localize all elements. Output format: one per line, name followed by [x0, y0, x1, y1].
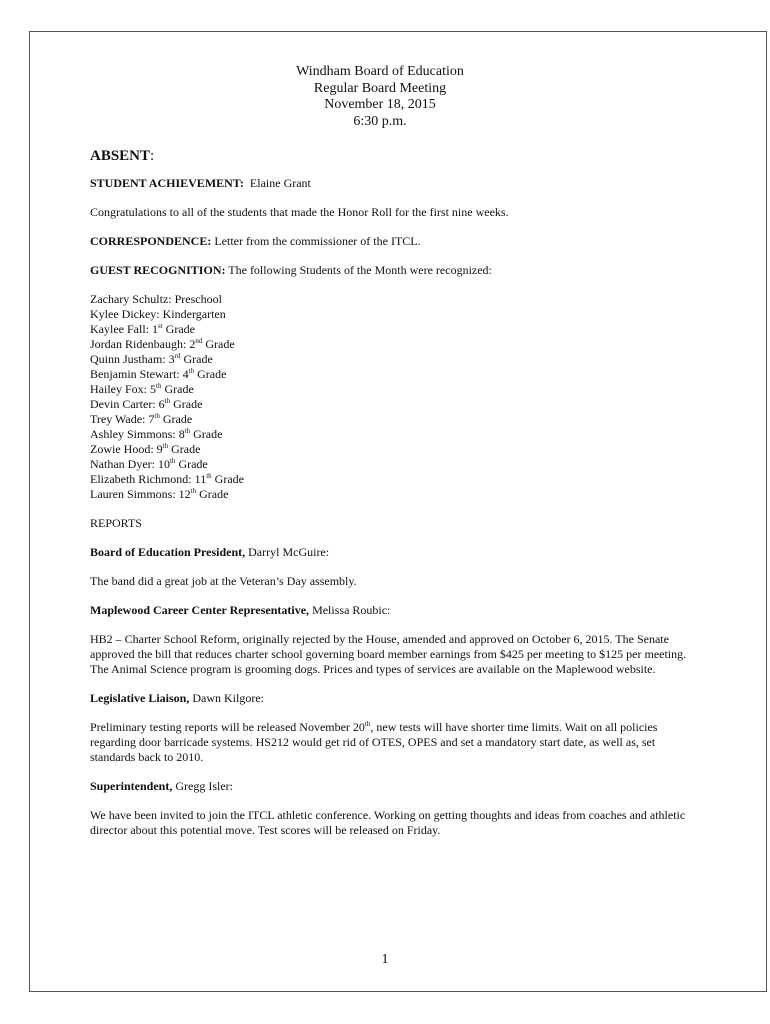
student-row [90, 337, 690, 352]
student-row [90, 352, 690, 367]
student-suffix: Grade [190, 427, 223, 441]
page-number: 1 [381, 952, 389, 967]
correspondence [90, 234, 690, 249]
student-row [90, 292, 690, 307]
student-achievement-label: STUDENT ACHIEVEMENT: [90, 176, 244, 190]
student-name: Nathan Dyer: [90, 457, 158, 471]
student-sup: th [188, 367, 195, 375]
student-row [90, 322, 690, 337]
maplewood-label: Maplewood Career Center Representative, [90, 603, 310, 617]
student-name: Hailey Fox: [90, 382, 150, 396]
legislative-name: Dawn Kilgore: [189, 691, 264, 705]
superintendent-label: Superintendent, [90, 779, 173, 793]
president-text: The band did a great job at the Veteran’s Day assembly. [90, 574, 357, 588]
student-sup: th [164, 397, 171, 405]
legislative-text-before: Preliminary testing reports will be released November 20 [90, 720, 365, 734]
student-num: 8 [178, 427, 185, 441]
student-suffix: Grade [162, 322, 195, 336]
student-name: Zowie Hood: [90, 442, 157, 456]
meeting-time: 6:30 p.m. [353, 113, 407, 129]
student-row [90, 382, 690, 397]
student-row [90, 427, 690, 442]
meeting-title: Regular Board Meeting [313, 80, 447, 96]
student-suffix: Grade [159, 412, 193, 426]
correspondence-text: Letter from the commissioner of the ITCL. [214, 234, 421, 248]
student-sup: nd [195, 337, 203, 345]
guest-recognition-text: The following Students of the Month were recognized: [228, 263, 492, 277]
absent-label: ABSENT [90, 148, 151, 164]
honor-roll-text: Congratulations to all of the students that made the Honor Roll for the first nine weeks. [90, 205, 509, 219]
student-sup: th [154, 412, 160, 420]
legislative-text [90, 720, 690, 765]
student-sup: rd [174, 352, 181, 360]
student-num: 3 [168, 352, 175, 366]
student-achievement-text: Elaine Grant [249, 176, 311, 190]
document-body [90, 64, 690, 838]
student-num: 10 [157, 457, 170, 471]
student-sup: th [206, 472, 212, 480]
student-row [90, 442, 690, 457]
legislative-text-after: , new tests will have shorter time limits. Wait on all policies regarding door barricade systems. HS212 would get rid of OTES, OPES and set a mandatory start date, as well as, set standards back to 2010. [90, 720, 658, 764]
legislative-heading [90, 691, 690, 706]
president-name: Darryl McGuire: [245, 545, 330, 559]
student-name: Devin Carter: [90, 397, 159, 411]
student-name: Kaylee Fall: [90, 322, 152, 336]
absent-heading [90, 147, 690, 165]
student-name: Benjamin Stewart: [90, 367, 183, 381]
student-sup: th [184, 427, 191, 435]
maplewood-name: Melissa Roubic: [309, 603, 391, 617]
student-suffix: Grade [202, 337, 235, 351]
student-sup: th [190, 487, 197, 495]
student-row [90, 487, 690, 502]
student-name: Lauren Simmons: [90, 487, 179, 501]
document-header [70, 64, 690, 130]
president-heading [90, 545, 690, 560]
reports-heading: REPORTS [90, 516, 142, 530]
student-num: 1 [151, 322, 158, 336]
org-title: Windham Board of Education [296, 64, 464, 79]
student-achievement [90, 176, 690, 191]
absent-colon: : [150, 148, 155, 164]
student-name: Quinn Justham: [90, 352, 169, 366]
student-num: 5 [150, 382, 156, 396]
student-row [90, 412, 690, 427]
student-num: 7 [148, 412, 155, 426]
student-sup: th [156, 382, 162, 390]
student-row [90, 397, 690, 412]
student-name: Elizabeth Richmond: [90, 472, 195, 486]
student-suffix: Grade [180, 352, 213, 366]
student-num: 11 [194, 472, 207, 486]
student-suffix: Grade [170, 397, 203, 411]
student-sup: th [169, 457, 176, 465]
superintendent-text: We have been invited to join the ITCL athletic conference. Working on getting thoughts and ideas from coaches and athletic director about this potential move. Test scores will be released on Friday. [90, 808, 686, 837]
student-name: Zachary Schultz: Preschool [90, 292, 222, 306]
correspondence-label: CORRESPONDENCE: [90, 234, 212, 248]
student-num: 9 [156, 442, 163, 456]
guest-recognition-label: GUEST RECOGNITION: [90, 263, 226, 277]
student-sup: st [157, 322, 163, 330]
legislative-label: Legislative Liaison, [90, 691, 190, 705]
student-suffix: Grade [194, 367, 227, 381]
student-row [90, 367, 690, 382]
meeting-date: November 18, 2015 [324, 97, 436, 112]
student-name: Kylee Dickey: Kindergarten [90, 307, 226, 321]
superintendent-name: Gregg Isler: [172, 779, 234, 793]
student-num: 6 [158, 397, 165, 411]
student-row [90, 457, 690, 472]
president-label: Board of Education President, [90, 545, 246, 559]
student-num: 4 [182, 367, 189, 381]
student-row [90, 472, 690, 487]
student-suffix: Grade [168, 442, 201, 456]
superintendent-heading [90, 779, 690, 794]
student-suffix: Grade [175, 457, 208, 471]
legislative-text-sup: th [364, 720, 371, 728]
student-name: Ashley Simmons: [90, 427, 179, 441]
student-name: Trey Wade: [90, 412, 149, 426]
student-suffix: Grade [211, 472, 244, 486]
student-suffix: Grade [161, 382, 194, 396]
student-sup: th [162, 442, 169, 450]
student-num: 2 [189, 337, 196, 351]
maplewood-heading [90, 603, 690, 618]
student-name: Jordan Ridenbaugh: [90, 337, 190, 351]
student-num: 12 [178, 487, 191, 501]
guest-recognition [90, 263, 690, 278]
maplewood-text: HB2 – Charter School Reform, originally rejected by the House, amended and approved on October 6, 2015. The Senate approved the bill that reduces charter school governing board member earnings from $425 per meeting to $125 per meeting. The Animal Science program is grooming dogs. Prices and types of services are available on the Maplewood website. [90, 632, 687, 676]
student-suffix: Grade [196, 487, 229, 501]
student-row [90, 307, 690, 322]
students-list [90, 292, 690, 502]
